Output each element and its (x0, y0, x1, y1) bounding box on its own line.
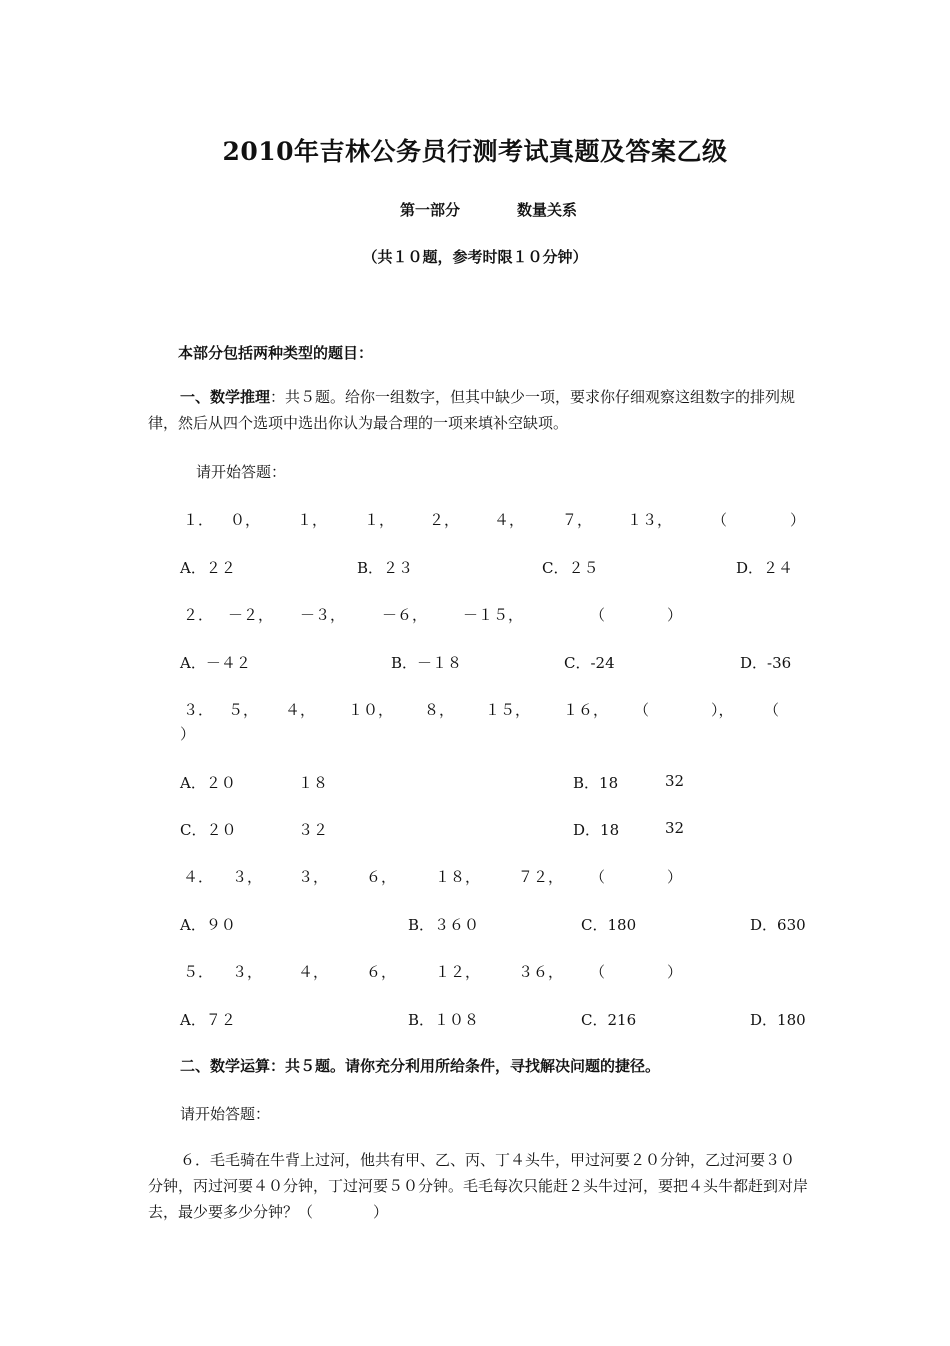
q1-term: ７， (562, 511, 593, 529)
q5-option-c: C．216 (581, 1011, 637, 1029)
q2-term: －１５， (463, 606, 524, 624)
q1-term: １， (364, 511, 395, 529)
q1-term: ０， (230, 511, 261, 529)
q3-option-b: B．18 (573, 774, 619, 792)
q1-term: １３， (627, 511, 673, 529)
q2-option-b: B．－１８ (391, 654, 463, 672)
q3-answer-blank-close: ）， (711, 701, 734, 719)
q2-answer-blank-open: （ (590, 606, 606, 624)
q3-term: １０， (348, 701, 394, 719)
q3-option-c: C．２０ (180, 821, 237, 839)
q5-answer-blank-close: ） (667, 963, 683, 981)
q1-term: １， (297, 511, 328, 529)
section1-paragraph (148, 384, 808, 436)
q4-number: ４． (183, 868, 214, 886)
q2-answer-blank-close: ） (667, 606, 683, 624)
section1-start: 请开始答题： (196, 463, 287, 481)
q2-term: －３， (300, 606, 346, 624)
q3-option-d-value2: 32 (665, 819, 685, 837)
q3-number: ３． (183, 701, 214, 719)
q3-answer-blank-close: ） (180, 725, 196, 743)
q5-term: ６， (366, 963, 397, 981)
part-scope: （共１０题，参考时限１０分钟） (362, 248, 588, 266)
q1-option-a: A．２２ (180, 559, 236, 577)
q4-option-d: D．630 (750, 916, 806, 934)
q4-answer-blank-open: （ (590, 868, 606, 886)
q5-term: ３， (232, 963, 263, 981)
q1-option-b: B．２３ (357, 559, 414, 577)
q3-answer-blank-open: （ (634, 701, 650, 719)
q1-term: ２， (429, 511, 460, 529)
part-name: 数量关系 (517, 201, 578, 219)
q4-answer-blank-close: ） (667, 868, 683, 886)
section1-heading: 一、数学推理 (180, 388, 271, 406)
q3-term: ４， (285, 701, 316, 719)
q5-number: ５． (183, 963, 214, 981)
q1-option-c: C．２５ (542, 559, 599, 577)
q3-option-d: D．18 (573, 821, 620, 839)
section2-start: 请开始答题： (180, 1105, 271, 1123)
q1-answer-blank-open: （ (712, 511, 728, 529)
section2-heading: 二、数学运算：共５题。请你充分利用所给条件，寻找解决问题的捷径。 (180, 1057, 661, 1075)
q2-option-c: C．-24 (564, 654, 615, 672)
q3-term: ５， (228, 701, 259, 719)
q3-term: １５， (485, 701, 531, 719)
q1-option-d: D．２４ (736, 559, 794, 577)
part-label: 第一部分 (400, 201, 461, 219)
page-title: 2010年吉林公务员行测考试真题及答案乙级 (222, 137, 728, 166)
q2-option-a: A．－４２ (180, 654, 251, 672)
q3-option-b-value2: 32 (665, 772, 685, 790)
q3-term: １６， (563, 701, 609, 719)
q1-answer-blank-close: ） (790, 511, 806, 529)
q5-answer-blank-open: （ (590, 963, 606, 981)
q4-term: ７２， (518, 868, 564, 886)
q4-option-b: B．３６０ (408, 916, 480, 934)
q5-term: ４， (298, 963, 329, 981)
q2-term: －６， (382, 606, 428, 624)
q5-option-b: B．１０８ (408, 1011, 480, 1029)
q3-option-a: A．２０ (180, 774, 236, 792)
q1-term: ４， (494, 511, 525, 529)
q4-term: ６， (366, 868, 397, 886)
q4-option-a: A．９０ (180, 916, 236, 934)
q3-option-c-value2: ３２ (298, 821, 329, 839)
q2-number: ２． (183, 606, 214, 624)
q4-term: １８， (435, 868, 481, 886)
q3-option-a-value2: １８ (298, 774, 329, 792)
q3-term: ８， (424, 701, 455, 719)
q1-number: １． (183, 511, 214, 529)
q3-answer-blank-open: （ (764, 701, 780, 719)
q6-text: ６．毛毛骑在牛背上过河，他共有甲、乙、丙、丁４头牛，甲过河要２０分钟，乙过河要３０分钟，丙过河要４０分钟，丁过河要５０分钟。毛毛每次只能赶２头牛过河，要把４头牛都赶到对岸去，最少要多少分钟？（ ） (148, 1151, 809, 1221)
q5-term: ３６， (518, 963, 564, 981)
q5-option-a: A．７２ (180, 1011, 236, 1029)
intro-text: 本部分包括两种类型的题目： (178, 344, 374, 362)
q5-option-d: D．180 (750, 1011, 806, 1029)
q4-term: ３， (298, 868, 329, 886)
q5-term: １２， (435, 963, 481, 981)
q4-option-c: C．180 (581, 916, 637, 934)
q2-term: －２， (228, 606, 274, 624)
section1-text: ：共５题。给你一组数字，但其中缺少一项，要求你仔细观察这组数字的排列规律，然后从四个选项中选出你认为最合理的一项来填补空缺项。 (148, 388, 796, 432)
q2-option-d: D．-36 (740, 654, 792, 672)
q4-term: ３， (232, 868, 263, 886)
